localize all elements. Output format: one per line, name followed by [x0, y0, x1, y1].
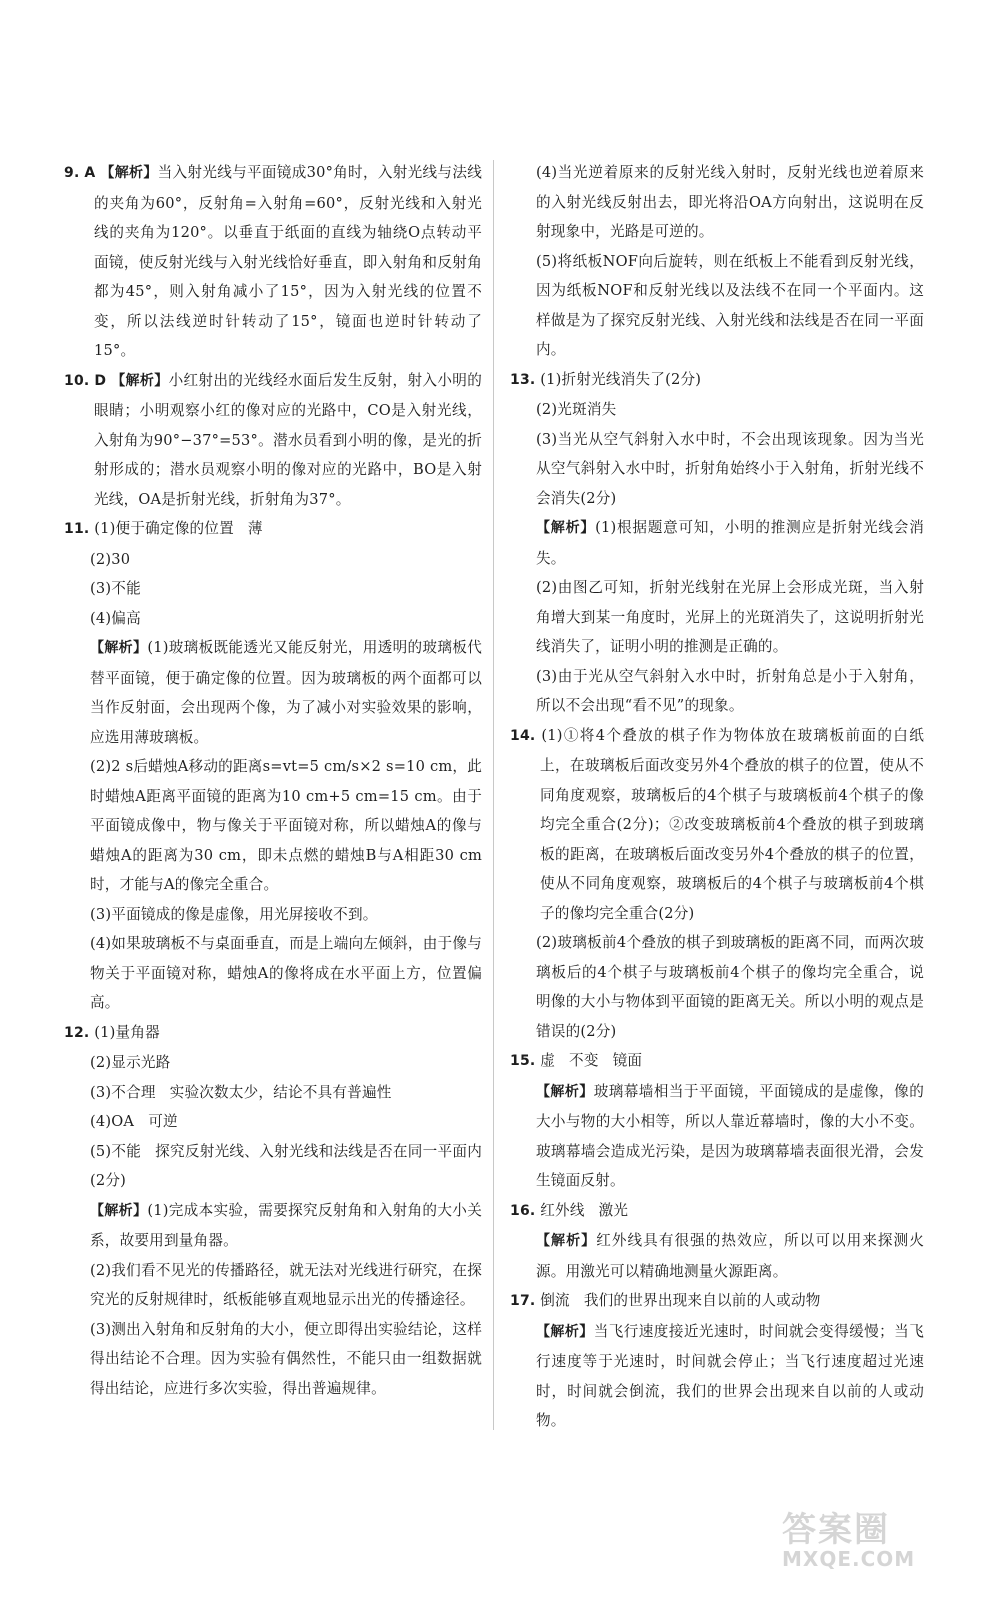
analysis-tag: 【解析】: [100, 165, 158, 181]
answer-choice: A: [84, 165, 96, 181]
answer-4: (4)偏高: [90, 609, 141, 627]
answer-5-main: (5)不能: [90, 1142, 142, 1160]
answer-2: (2)30: [90, 550, 131, 568]
analysis-3: (3)由于光从空气斜射入水中时，折射角总是小于入射角，所以不会出现“看不见”的现象。: [536, 667, 924, 714]
analysis-4: (4)如果玻璃板不与桌面垂直，而是上端向左倾斜，由于像与物关于平面镜对称，蜡烛A的像将成在水平面上方，位置偏高。: [90, 935, 482, 1011]
analysis-1: [64, 633, 482, 752]
answer-3-reason: 实验次数太少，结论不具有普遍性: [169, 1083, 392, 1101]
analysis-2: (2)2 s后蜡烛A移动的距离s=vt=5 cm/s×2 s=10 cm，此时蜡烛A距离平面镜的距离为10 cm+5 cm=15 cm。由于平面镜成像中，物与像关于平面镜对称，所以蜡烛A的像与蜡烛A的距离为30 cm，即未点燃的蜡烛B与A相距30 cm时，才能与A的像完全重合。: [90, 758, 482, 893]
analysis-3: (3)平面镜成的像是虚像，用光屏接收不到。: [90, 905, 378, 923]
answer-3: [64, 1078, 482, 1108]
question-number: 16.: [510, 1202, 536, 1219]
answer-1b: 薄: [247, 520, 263, 537]
question-number: 15.: [510, 1053, 536, 1069]
answer-1: 红外线: [540, 1201, 585, 1219]
answer-4: [64, 1107, 482, 1137]
analysis: [510, 1077, 924, 1196]
analysis: [510, 1317, 924, 1436]
q12-analysis-4: (4)当光逆着原来的反射光线入射时，反射光线也逆着原来的入射光线反射出去，即光将沿OA方向射出，这说明在反射现象中，光路是可逆的。: [536, 164, 924, 240]
analysis-2: (2)由图乙可知，折射光线射在光屏上会形成光斑，当入射角增大到某一角度时，光屏上的光斑消失了，这说明折射光线消失了，证明小明的推测是正确的。: [536, 579, 924, 655]
answer-1: 倒流: [540, 1292, 570, 1309]
question-number: 10.: [64, 372, 90, 389]
answer-3: (3)当光从空气斜射入水中时，不会出现该现象。因为当光从空气斜射入水中时，折射角始终小于入射角，折射光线不会消失(2分): [536, 430, 924, 507]
answer-5: [64, 1137, 482, 1196]
answer-5-reason: 探究反射光线、入射光线和法线是否在同一平面内(2分): [90, 1142, 482, 1189]
analysis-text: 当飞行速度接近光速时，时间就会变得缓慢；当飞行速度等于光速时，时间就会停止；当飞行速度超过光速时，时间就会倒流，我们的世界会出现来自以前的人或动物。: [536, 1322, 924, 1429]
column-divider: [493, 160, 494, 1430]
answer-1: (1)量角器: [94, 1023, 160, 1041]
question-number: 11.: [64, 521, 90, 537]
question-15: [510, 1046, 924, 1077]
analysis-text: 小红射出的光线经水面后发生反射，射入小明的眼睛；小明观察小红的像对应的光路中，CO是入射光线，入射角为90°−37°=53°。潜水员看到小明的像，是光的折射形成的；潜水员观察小明的像对应的光路中，BO是入射光线，OA是折射光线，折射角为37°。: [94, 371, 482, 508]
question-number: 17.: [510, 1293, 536, 1309]
answer-1: 虚: [540, 1052, 556, 1069]
q12-analysis-5: (5)将纸板NOF向后旋转，则在纸板上不能看到反射光线，因为纸板NOF和反射光线以及法线不在同一个平面内。这样做是为了探究反射光线、入射光线和法线是否在同一平面内。: [536, 252, 924, 358]
answer-3: 镜面: [612, 1052, 643, 1069]
answer-choice: D: [94, 372, 107, 389]
question-14: [510, 721, 924, 929]
analysis-text: (1)玻璃板既能透光又能反射光，用透明的玻璃板代替平面镜，便于确定像的位置。因为玻璃板的两个面都可以当作反射面，会出现两个像，为了减小对实验效果的影响，应选用薄玻璃板。: [90, 639, 482, 746]
analysis-1: [64, 1196, 482, 1256]
question-number: 12.: [64, 1024, 90, 1041]
analysis-tag: 【解析】: [536, 1323, 594, 1340]
answer-2: 我们的世界出现来自以前的人或动物: [583, 1292, 821, 1309]
analysis-2: (2)我们看不见光的传播路径，就无法对光线进行研究，在探究光的反射规律时，纸板能够直观地显示出光的传播途径。: [90, 1261, 482, 1308]
answer-1: (1)①将4个叠放的棋子作为物体放在玻璃板前面的白纸上，在玻璃板后面改变另外4个叠放的棋子的位置，使从不同角度观察，玻璃板后的4个棋子与玻璃板前4个棋子的像均完全重合(2分)；②改变玻璃板前4个叠放的棋子到玻璃板的距离，在玻璃板后面改变另外4个叠放的棋子的位置，使从不同角度观察，玻璃板后的4个棋子与玻璃板前4个棋子的像均完全重合(2分): [540, 726, 924, 922]
watermark: [782, 1502, 972, 1572]
answer-2: (2)显示光路: [90, 1054, 171, 1071]
answer-2: (2)光斑消失: [536, 401, 617, 418]
question-11: [64, 514, 482, 545]
question-10: [64, 366, 482, 515]
answer-2: (2)玻璃板前4个叠放的棋子到玻璃板的距离不同，而两次玻璃板后的4个棋子与玻璃板前4个棋子的像均完全重合，说明像的大小与物体到平面镜的距离无关。所以小明的观点是错误的(2分): [536, 934, 924, 1040]
answer-3-main: (3)不合理: [90, 1083, 156, 1101]
question-number: 9.: [64, 165, 80, 181]
answer-1: (1)折射光线消失了(2分): [540, 370, 702, 388]
analysis: [510, 1226, 924, 1286]
answer-2: 激光: [598, 1201, 629, 1219]
left-column: [64, 158, 482, 1403]
analysis-text: (1)完成本实验，需要探究反射角和入射角的大小关系，故要用到量角器。: [90, 1201, 482, 1249]
question-number: 14.: [510, 727, 536, 744]
analysis-tag: 【解析】: [536, 520, 596, 536]
analysis-3: (3)测出入射角和反射角的大小，便立即得出实验结论，这样得出结论不合理。因为实验有偶然性，不能只由一组数据就得出结论，应进行多次实验，得出普遍规律。: [90, 1320, 482, 1397]
question-17: [510, 1286, 924, 1317]
analysis-tag: 【解析】: [536, 1233, 597, 1249]
analysis-tag: 【解析】: [90, 1202, 148, 1219]
analysis-text: 红外线具有很强的热效应，所以可以用来探测火源。用激光可以精确地测量火源距离。: [536, 1232, 925, 1280]
analysis-text: 玻璃幕墙相当于平面镜，平面镜成的是虚像，像的大小与物的大小相等，所以人靠近幕墙时，像的大小不变。玻璃幕墙会造成光污染，是因为玻璃幕墙表面很光滑，会发生镜面反射。: [536, 1082, 924, 1189]
analysis-text: 当入射光线与平面镜成30°角时，入射光线与法线的夹角为60°，反射角=入射角=60°，反射光线和入射光线的夹角为120°。以垂直于纸面的直线为轴绕O点转动平面镜，使反射光线与入射光线恰好垂直，即入射角和反射角都为45°，则入射角减小了15°，因为入射光线的位置不变，所以法线逆时针转动了15°，镜面也逆时针转动了15°。: [94, 164, 483, 359]
answer-4-reason: 可逆: [148, 1113, 178, 1130]
question-12: [64, 1018, 482, 1049]
analysis-tag: 【解析】: [536, 1083, 594, 1100]
question-13: [510, 365, 924, 396]
answer-1: (1)便于确定像的位置: [94, 520, 234, 537]
analysis-text: (1)根据题意可知，小明的推测应是折射光线会消失。: [536, 519, 924, 567]
answer-3: (3)不能: [90, 580, 141, 597]
answer-2: 不变: [569, 1052, 599, 1069]
right-column: [510, 158, 924, 1436]
question-16: [510, 1196, 924, 1227]
analysis-1: [510, 513, 924, 573]
analysis-tag: 【解析】: [111, 372, 169, 389]
watermark-logo: 答案圈: [782, 1510, 890, 1550]
question-number: 13.: [510, 371, 536, 388]
question-9: [64, 158, 482, 366]
analysis-tag: 【解析】: [90, 640, 148, 656]
answer-4-main: (4)OA: [90, 1113, 135, 1130]
watermark-url: MXQE.COM: [782, 1547, 916, 1571]
